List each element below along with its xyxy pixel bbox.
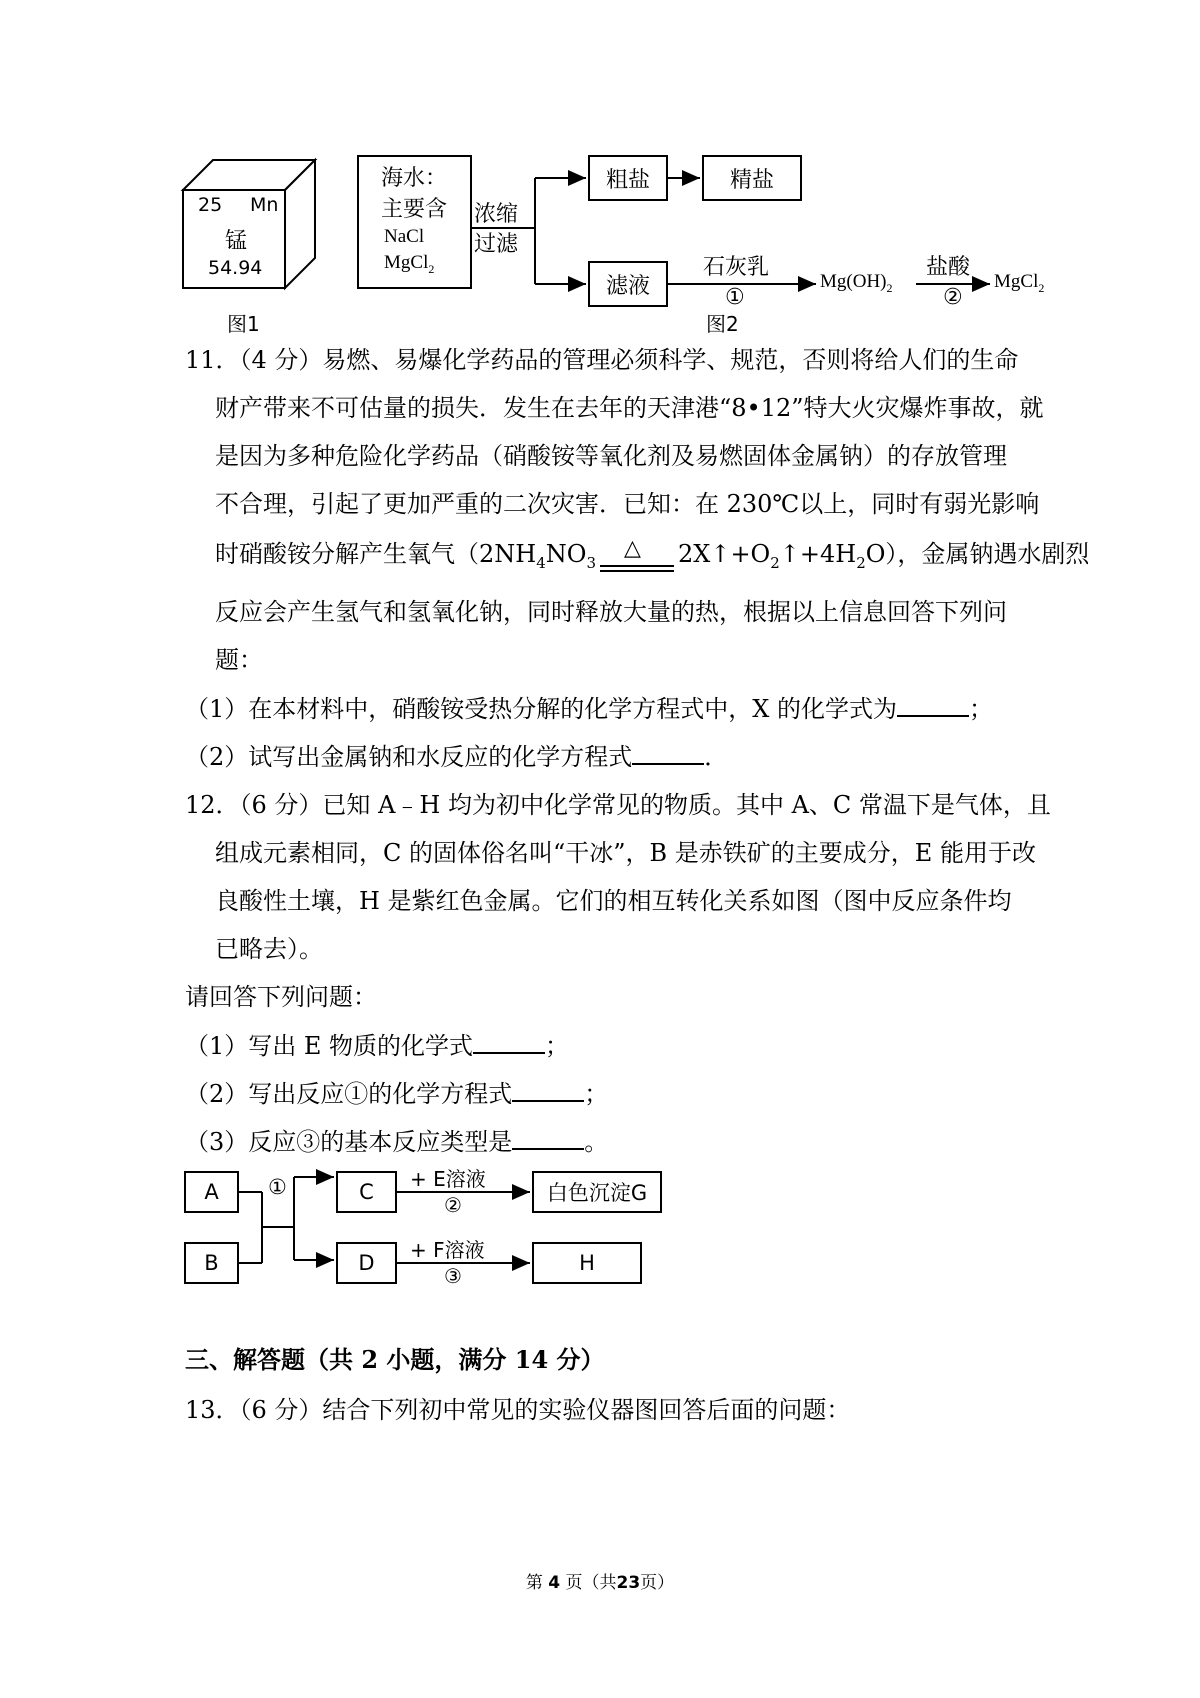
q11-line-4: 不合理，引起了更加严重的二次灾害．已知：在 230℃以上，同时有弱光影响 <box>215 490 1040 518</box>
q12-part-3: （3）反应③的基本反应类型是 。 <box>185 1128 609 1156</box>
q11-line-3: 是因为多种危险化学药品（硝酸铵等氧化剂及易燃固体金属钠）的存放管理 <box>215 442 1007 470</box>
node-d: D <box>336 1242 397 1284</box>
seawater-nacl: NaCl <box>384 226 425 247</box>
figure-1-caption: 图1 <box>227 312 260 336</box>
q11-part-2: （2）试写出金属钠和水反应的化学方程式 ． <box>185 743 729 771</box>
product-mgoh2: $Mg(OH)_2$ <box>820 271 893 295</box>
reaction-3-label: ③ <box>444 1264 462 1288</box>
element-symbol: Mn <box>250 194 279 216</box>
step-concentrate: 浓缩 <box>474 202 519 227</box>
q12-line-2: 组成元素相同，C 的固体俗名叫“干冰”，B 是赤铁矿的主要成分，E 能用于改 <box>215 839 1036 867</box>
answer-blank[interactable] <box>632 741 704 765</box>
q12-line-1: 12．（6 分）已知 A﹣H 均为初中化学常见的物质。其中 A、C 常温下是气体，且 <box>185 791 1051 819</box>
atomic-mass: 54.94 <box>208 257 263 279</box>
node-h: H <box>532 1242 642 1284</box>
answer-blank[interactable] <box>512 1126 584 1150</box>
filtrate-box: 滤液 <box>588 261 668 307</box>
element-name: 锰 <box>225 229 248 254</box>
q11-equation-line: 时硝酸铵分解产生氧气（$2NH_4NO_3$ △ $2X↑+O_2↑+4H_2O$），金属钠遇水剧烈 <box>215 539 1089 578</box>
q12-line-3: 良酸性土壤，H 是紫红色金属。它们的相互转化关系如图（图中反应条件均 <box>215 887 1012 915</box>
step-filter: 过滤 <box>474 232 519 257</box>
reaction-2-label: ② <box>444 1193 462 1217</box>
page-footer: 第 4 页（共23页） <box>525 1573 675 1593</box>
q11-part-1: （1）在本材料中，硝酸铵受热分解的化学方程式中，X 的化学式为 ； <box>185 695 993 723</box>
node-b: B <box>184 1242 239 1284</box>
answer-blank[interactable] <box>473 1030 545 1054</box>
seawater-subtitle: 主要含 <box>381 197 448 222</box>
refined-salt-box: 精盐 <box>702 155 802 201</box>
seawater-title: 海水： <box>381 166 448 191</box>
q12-prompt: 请回答下列问题： <box>185 983 377 1011</box>
node-g: 白色沉淀G <box>532 1171 662 1213</box>
reagent-f-solution: + F溶液 <box>410 1238 485 1262</box>
reaction-step-1: ① <box>725 285 745 310</box>
atomic-number: 25 <box>198 194 223 216</box>
q11-line-6: 反应会产生氢气和氢氧化钠，同时释放大量的热，根据以上信息回答下列问 <box>215 598 1007 626</box>
answer-blank[interactable] <box>897 693 969 717</box>
q12-part-2: （2）写出反应①的化学方程式 ； <box>185 1080 609 1108</box>
q11-line-7: 题： <box>215 646 263 674</box>
section-3-title: 三、解答题（共 2 小题，满分 14 分） <box>185 1345 605 1374</box>
q11-line-1: 11．（4 分）易燃、易爆化学药品的管理必须科学、规范，否则将给人们的生命 <box>185 346 1019 374</box>
seawater-mgcl2: MgCl$_2$ <box>384 252 435 276</box>
crude-salt-box: 粗盐 <box>588 155 668 201</box>
q12-line-4: 已略去）。 <box>215 935 323 963</box>
figure-2-caption: 图2 <box>706 312 739 336</box>
reagent-hcl: 盐酸 <box>926 255 971 280</box>
heat-condition-sign: △ <box>596 548 678 578</box>
answer-blank[interactable] <box>512 1078 584 1102</box>
product-mgcl2: MgCl$_2$ <box>994 271 1045 295</box>
reaction-1-label: ① <box>268 1175 287 1199</box>
total-pages: 23 <box>616 1573 641 1593</box>
reagent-e-solution: + E溶液 <box>410 1167 486 1191</box>
question-13: 13．（6 分）结合下列初中常见的实验仪器图回答后面的问题： <box>185 1396 851 1424</box>
current-page: 4 <box>548 1573 561 1593</box>
reaction-step-2: ② <box>943 285 963 310</box>
q11-line-2: 财产带来不可估量的损失．发生在去年的天津港“8•12”特大火灾爆炸事故，就 <box>215 394 1044 422</box>
node-a: A <box>184 1171 239 1213</box>
node-c: C <box>336 1171 397 1213</box>
q12-part-1: （1）写出 E 物质的化学式 ； <box>185 1032 570 1060</box>
reagent-lime-milk: 石灰乳 <box>703 255 770 280</box>
